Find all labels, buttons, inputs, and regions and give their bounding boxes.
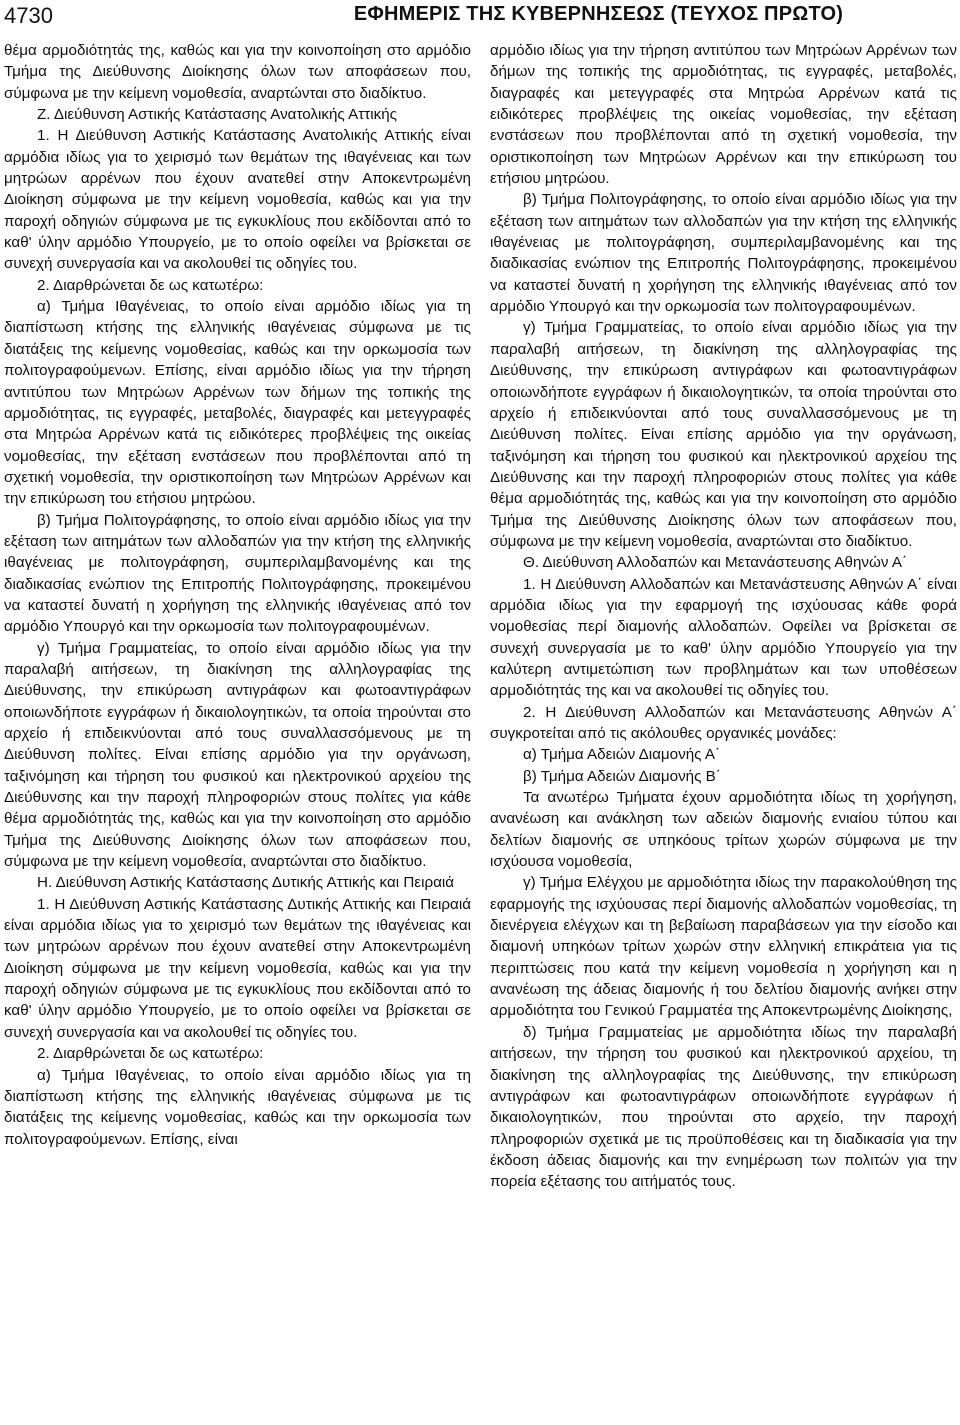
page-number: 4730: [4, 3, 53, 28]
section-heading: Θ. Διεύθυνση Αλλοδαπών και Μετανάστευσης Αθηνών Α΄: [523, 554, 908, 572]
paragraph: αρμόδιο ιδίως για την τήρηση αντιτύπου των Μητρώων Αρρένων των δήμων της τοπικής της αρμοδιότητας, τις εγγραφές, μεταβολές, διαγραφές και μετεγγραφές στα Μητρώα Αρρένων κατά τις ειδικότερες προβλέψεις της οικείας νομοθεσίας, την εξέταση ενστάσεων που προβλέπονται από τη σχετική νομοθεσία, την οριστικοποίηση των Μητρώων Αρρένων και την επικύρωση του ετήσιου μητρώου.: [490, 42, 957, 188]
paragraph: 1. Η Διεύθυνση Αλλοδαπών και Μετανάστευσης Αθηνών Α΄ είναι αρμόδια ιδίως για την εφαρμογή της ισχύουσας κάθε φορά νομοθεσίας περί διαμονής αλλοδαπών. Οφείλει να βρίσκεται σε συνεχή συνεργασία με το καθ' ύλην αρμόδιο Υπουργείο για την καλύτερη αντιμετώπιση των προβλημάτων και των υποθέσεων αρμοδιότητάς της και να ακολουθεί τις οδηγίες του.: [490, 575, 957, 700]
paragraph: α) Τμήμα Αδειών Διαμονής Α΄: [523, 746, 721, 764]
paragraph: δ) Τμήμα Γραμματείας με αρμοδιότητα ιδίως την παραλαβή αιτήσεων, την τήρηση του φυσικού και ηλεκτρονικού αρχείου, τη διακίνηση της αλληλογραφίας της Διεύθυνσης, την επικύρωση αντιγράφων και φωτοαντιγράφων οποιωνδήποτε εγγράφων ή δικαιολογητικών, που τηρούνται στο αρχείο, την παροχή πληροφοριών σχετικά με τις προϋποθέσεις και τη διαδικασία για την έκδοση άδειας διαμονής και την ενημέρωση των πολιτών για την πορεία εξέτασης του αιτήματός τους.: [490, 1023, 957, 1191]
paragraph: 2. Διαρθρώνεται δε ως κατωτέρω:: [37, 1045, 264, 1063]
paragraph: α) Τμήμα Ιθαγένειας, το οποίο είναι αρμόδιο ιδίως για τη διαπίστωση κτήσης της ελληνικής ιθαγένειας σύμφωνα με τις διατάξεις της κείμενης νομοθεσίας, καθώς και την ορκωμοσία των πολιτογραφούμενων. Επίσης, είναι αρμόδιο ιδίως για την τήρηση αντιτύπου των Μητρώων Αρρένων των δήμων της τοπικής της αρμοδιότητας, τις εγγραφές, μεταβολές, διαγραφές και μετεγγραφές στα Μητρώα Αρρένων κατά τις ειδικότερες προβλέψεις της οικείας νομοθεσίας, την εξέταση ενστάσεων που προβλέπονται από τη σχετική νομοθεσία, την οριστικοποίηση των Μητρώων Αρρένων και την επικύρωση του ετήσιου μητρώου.: [4, 298, 471, 508]
paragraph: Τα ανωτέρω Τμήματα έχουν αρμοδιότητα ιδίως τη χορήγηση, ανανέωση και ανάκληση των αδειών διαμονής ενιαίου τύπου και δελτίων διαμονής σε υπηκόους τρίτων χωρών σύμφωνα με την ισχύουσα νομοθεσία,: [490, 789, 957, 871]
section-heading: Η. Διεύθυνση Αστικής Κατάστασης Δυτικής Αττικής και Πειραιά: [37, 874, 455, 892]
paragraph: 1. Η Διεύθυνση Αστικής Κατάστασης Δυτικής Αττικής και Πειραιά είναι αρμόδια ιδίως για το χειρισμό των θεμάτων της ιθαγένειας και των μητρώων αρρένων που έχουν ανατεθεί στην Αποκεντρωμένη Διοίκηση σύμφωνα με την κείμενη νομοθεσία, καθώς και για την παροχή οδηγιών σύμφωνα με τις εγκυκλίους που εκδίδονται από το καθ' ύλην αρμόδιο Υπουργείο, με το οποίο οφείλει να βρίσκεται σε συνεχή συνεργασία και να ακολουθεί τις οδηγίες του.: [4, 895, 471, 1041]
left-column: [4, 40, 471, 1150]
paragraph: 1. Η Διεύθυνση Αστικής Κατάστασης Ανατολικής Αττικής είναι αρμόδια ιδίως για το χειρισμό των θεμάτων της ιθαγένειας και των μητρώων αρρένων που έχουν ανατεθεί στην Αποκεντρωμένη Διοίκηση σύμφωνα με την κείμενη νομοθεσία, καθώς και για την παροχή οδηγιών σύμφωνα με τις εγκυκλίους που εκδίδονται από το καθ' ύλην αρμόδιο Υπουργείο, με το οποίο οφείλει να βρίσκεται σε συνεχή συνεργασία και να ακολουθεί τις οδηγίες του.: [4, 127, 471, 273]
paragraph: γ) Τμήμα Γραμματείας, το οποίο είναι αρμόδιο ιδίως για την παραλαβή αιτήσεων, τη διακίνηση της αλληλογραφίας της Διεύθυνσης, την επικύρωση αντιγράφων και φωτοαντιγράφων οποιωνδήποτε εγγράφων ή δικαιολογητικών, τα οποία τηρούνται στο αρχείο ή επιδεικνύονται από τους συναλλασσόμενους με τη Διεύθυνση πολίτες. Είναι επίσης αρμόδιο για την οργάνωση, ταξινόμηση και τήρηση του φυσικού και ηλεκτρονικού αρχείου της Διεύθυνσης και την παροχή πληροφοριών στους πολίτες για κάθε θέμα αρμοδιότητάς της, καθώς και για την κοινοποίηση στο αρμόδιο Τμήμα της Διεύθυνσης Διοίκησης όλων των αποφάσεων που, σύμφωνα με την κείμενη νομοθεσία, αναρτώνται στο διαδίκτυο.: [4, 639, 471, 871]
paragraph: β) Τμήμα Πολιτογράφησης, το οποίο είναι αρμόδιο ιδίως για την εξέταση των αιτημάτων των αλλοδαπών για την κτήση της ελληνικής ιθαγένειας με πολιτογράφηση, συμπεριλαμβανομένης και της διαδικασίας ενώπιον της Επιτροπής Πολιτογράφησης, προκειμένου να καταστεί δυνατή η χορήγηση της ελληνικής ιθαγένειας από τον αρμόδιο Υπουργό και την ορκωμοσία των πολιτογραφουμένων.: [4, 511, 471, 636]
paragraph: α) Τμήμα Ιθαγένειας, το οποίο είναι αρμόδιο ιδίως για τη διαπίστωση κτήσης της ελληνικής ιθαγένειας σύμφωνα με τις διατάξεις της κείμενης νομοθεσίας, καθώς και την ορκωμοσία των πολιτογραφούμενων. Επίσης, είναι: [4, 1066, 471, 1148]
page-header: [0, 0, 960, 36]
gazette-title: ΕΦΗΜΕΡΙΣ ΤΗΣ ΚΥΒΕΡΝΗΣΕΩΣ (ΤΕΥΧΟΣ ΠΡΩΤΟ): [353, 3, 844, 25]
paragraph: θέμα αρμοδιότητάς της, καθώς και για την κοινοποίηση στο αρμόδιο Τμήμα της Διεύθυνσης Διοίκησης όλων των αποφάσεων που, σύμφωνα με την κείμενη νομοθεσία, αναρτώνται στο διαδίκτυο.: [4, 42, 471, 102]
paragraph: β) Τμήμα Αδειών Διαμονής Β΄: [523, 767, 721, 785]
paragraph: γ) Τμήμα Ελέγχου με αρμοδιότητα ιδίως την παρακολούθηση της εφαρμογής της ισχύουσας περί διαμονής αλλοδαπών νομοθεσίας, τη διενέργεια ελέγχων και τη βεβαίωση παραβάσεων για την είσοδο και διαμονή υπηκόων τρίτων χωρών στην ελληνική επικράτεια για τις περιπτώσεις που κατά την κείμενη νομοθεσία η χορήγηση και η ανανέωση της άδειας διαμονής ή του δελτίου διαμονής ανήκει στην αρμοδιότητα του Γενικού Γραμματέα της Αποκεντρωμένης Διοίκησης,: [490, 874, 957, 1020]
paragraph: 2. Διαρθρώνεται δε ως κατωτέρω:: [37, 276, 264, 294]
paragraph: β) Τμήμα Πολιτογράφησης, το οποίο είναι αρμόδιο ιδίως για την εξέταση των αιτημάτων των αλλοδαπών για την κτήση της ελληνικής ιθαγένειας με πολιτογράφηση, συμπεριλαμβανομένης και της διαδικασίας ενώπιον της Επιτροπής Πολιτογράφησης, προκειμένου να καταστεί δυνατή η χορήγηση της ελληνικής ιθαγένειας από τον αρμόδιο Υπουργό και την ορκωμοσία των πολιτογραφουμένων.: [490, 191, 957, 316]
right-column: [490, 40, 957, 1193]
paragraph: 2. Η Διεύθυνση Αλλοδαπών και Μετανάστευσης Αθηνών Α΄ συγκροτείται από τις ακόλουθες οργανικές μονάδες:: [490, 703, 957, 742]
paragraph: γ) Τμήμα Γραμματείας, το οποίο είναι αρμόδιο ιδίως για την παραλαβή αιτήσεων, τη διακίνηση της αλληλογραφίας της Διεύθυνσης, την επικύρωση αντιγράφων και φωτοαντιγράφων οποιωνδήποτε εγγράφων ή δικαιολογητικών, τα οποία τηρούνται στο αρχείο ή επιδεικνύονται από τους συναλλασσόμενους με τη Διεύθυνση πολίτες. Είναι επίσης αρμόδιο για την οργάνωση, ταξινόμηση και τήρηση του φυσικού και ηλεκτρονικού αρχείου της Διεύθυνσης και την παροχή πληροφοριών στους πολίτες για κάθε θέμα αρμοδιότητάς της, καθώς και για την κοινοποίηση στο αρμόδιο Τμήμα της Διεύθυνσης Διοίκησης όλων των αποφάσεων που, σύμφωνα με την κείμενη νομοθεσία, αναρτώνται στο διαδίκτυο.: [490, 319, 957, 550]
section-heading: Ζ. Διεύθυνση Αστικής Κατάστασης Ανατολικής Αττικής: [37, 106, 397, 124]
